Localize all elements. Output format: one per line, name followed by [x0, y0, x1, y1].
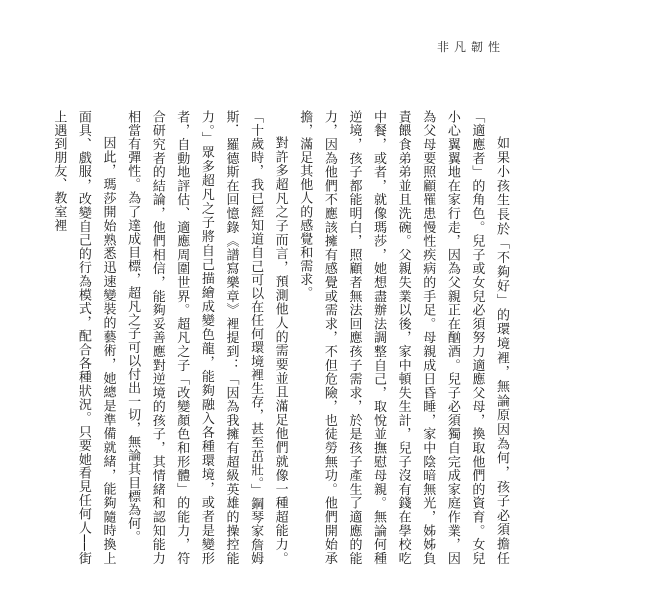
paragraph: 對許多超凡之子而言，預測他人的需要並且滿足他們就像一種超能力。「十歲時，我已經知道自己可以在任何環境裡生存，甚至茁壯。」鋼琴家詹姆斯．羅德斯在回憶錄《譜寫樂章》裡提到：「因為我擁有超級英雄的操控能力。」眾多超凡之子將自己描繪成變色龍，能夠融入各種環境，或者是變形者，自動地評估、適應周圍世界。超凡之子「改變顏色和形體」的能力，符合研究者的結論，他們相信，能夠妥善應對逆境的孩子，其情緒和認知能力相當有彈性。為了達成目標，超凡之子可以付出一切，無論其目標為何。: [125, 110, 288, 565]
body-text: [46, 110, 513, 565]
paragraph: 因此，瑪莎開始熟悉迅速變裝的藝術，她總是準備就緒，能夠隨時換上面具、戲服，改變自己的行為模式，配合各種狀況。只要她看見任何人──街上遇到朋友、教室裡: [51, 110, 116, 565]
running-header: 非凡韌性: [436, 40, 505, 54]
paragraph: 如果小孩生長於「不夠好」的環境裡，無論原因為何，孩子必須擔任「適應者」的角色。兒子或女兒必須努力適應父母，換取他們的資育。女兒小心翼翼地在家行走，因為父親正在酗酒。兒子必須獨自完成家庭作業，因為父母要照顧罹患慢性疾病的手足。母親成日昏睡，家中陰暗無光，姊姊負責餵食弟弟並且洗碗。父親失業以後，家中頓失生計，兒子沒有錢在學校吃中餐，或者，就像瑪莎，她想盡辦法調整自己，取悅並撫慰母親。無論何種逆境，孩子都能明白，照顧者無法回應孩子需求，於是孩子產生了適應的能力，因為他們不應該擁有感覺或需求，不但危險，也徒勞無功。他們開始承擔，滿足其他人的感覺和需求。: [297, 110, 509, 565]
